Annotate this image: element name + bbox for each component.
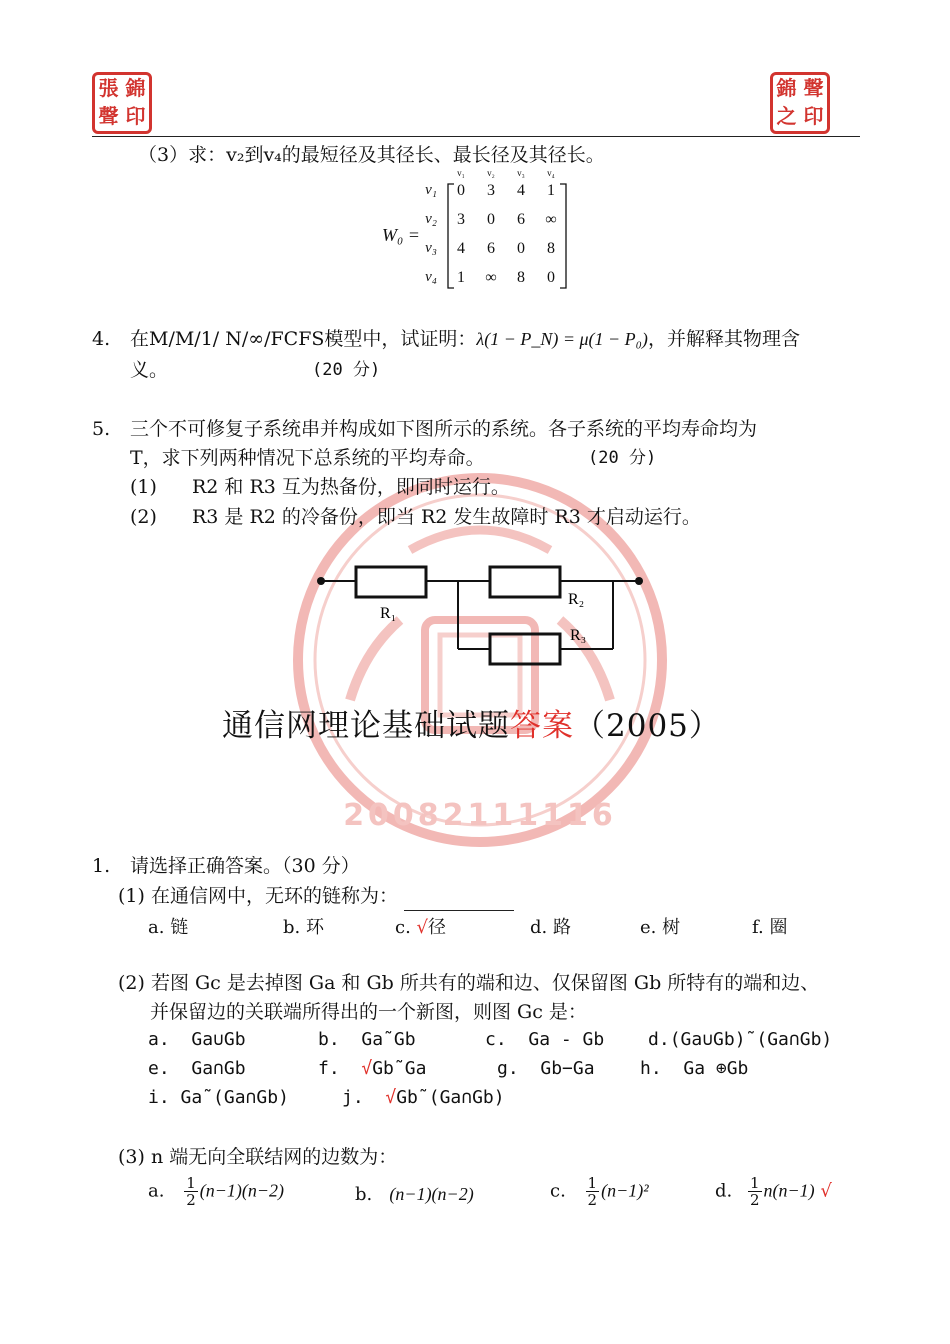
matrix-cell: 1 (457, 269, 465, 286)
matrix-row-label: v₁ (425, 182, 437, 198)
q4-line1 (130, 324, 800, 354)
check-icon: √ (820, 1180, 832, 1202)
circuit-diagram (310, 560, 650, 680)
option-text: 环 (305, 917, 324, 938)
header-rule (92, 136, 860, 137)
q5-line1: 三个不可修复子系统串并构成如下图所示的系统。各子系统的平均寿命均为 (130, 418, 758, 440)
option-label: c. (395, 917, 411, 938)
matrix-cell: 3 (487, 182, 495, 199)
option-label: d. (648, 1029, 670, 1050)
label-r2: R₂ (568, 591, 585, 608)
option-label: j. (342, 1087, 364, 1108)
answer-title (222, 700, 721, 745)
option-expr: (n−1)(n−2) (199, 1180, 285, 1201)
matrix-cell: 4 (517, 182, 525, 199)
a1-sub2-line2: 并保留边的关联端所得出的一个新图，则图 Gc 是： (150, 1001, 587, 1023)
seal-char: 張 (98, 76, 119, 100)
q5-case-text: R2 和 R3 互为热备份，即同时运行。 (192, 476, 510, 498)
matrix-col-label: v₁ (457, 168, 465, 178)
option-i (148, 1087, 289, 1108)
option-label: a. (148, 917, 165, 938)
option-a (148, 913, 188, 939)
matrix-cell: ∞ (545, 211, 557, 228)
a1-sub1-question (118, 881, 514, 911)
matrix-name: W₀ = (382, 225, 420, 245)
option-text: Gb−Ga (540, 1058, 595, 1079)
option-text: Ga ⊕Gb (683, 1058, 749, 1079)
matrix-cell: 6 (517, 211, 525, 228)
option-e (148, 1058, 246, 1079)
q5-case-text: R3 是 R2 的冷备份，即当 R2 发生故障时 R3 才启动运行。 (192, 506, 701, 528)
option-expr: (n−1)(n−2) (389, 1184, 474, 1204)
option-f (752, 913, 787, 939)
option-b (283, 913, 324, 939)
option-label: a. (148, 1029, 170, 1050)
matrix-cell: 8 (517, 269, 525, 286)
fraction-den: 2 (186, 1191, 196, 1209)
option-expr: (n−1)² (601, 1180, 649, 1201)
watermark-numbers: 20082111116 (343, 798, 617, 833)
option-label: d. (530, 917, 548, 938)
option-text: Gb˜Ga (372, 1058, 427, 1079)
a1-sub3-question: (3) n 端无向全联结网的边数为： (118, 1146, 398, 1168)
matrix-cell: 0 (457, 182, 465, 199)
option-label: c. (485, 1029, 507, 1050)
seal-char: 印 (803, 104, 824, 128)
fraction-den: 2 (749, 1191, 760, 1209)
matrix-cell: 0 (517, 240, 525, 257)
matrix-cell: 0 (547, 269, 555, 286)
option-c (395, 913, 446, 939)
a1-sub2-line1: (2) 若图 Gc 是去掉图 Ga 和 Gb 所共有的端和边、仅保留图 Gb 所特有的端和边、 (118, 972, 820, 994)
option-d (530, 913, 571, 939)
option-label: b. (355, 1184, 373, 1205)
answer-title-main: 通信网理论基础试题 (222, 708, 510, 744)
option-label: e. (640, 917, 657, 938)
q4-points: (20 分) (312, 360, 381, 380)
matrix-cell: 8 (547, 240, 555, 257)
seal-char: 聲 (803, 76, 824, 100)
matrix-cell: 4 (457, 240, 465, 257)
fraction (748, 1175, 762, 1208)
fraction-num: 1 (749, 1174, 760, 1192)
label-r1: R₁ (380, 605, 397, 622)
option-b (355, 1184, 474, 1205)
option-a (148, 1029, 246, 1050)
a1-number: 1. (92, 855, 111, 877)
option-label: h. (640, 1058, 662, 1079)
seal-char: 錦 (776, 76, 797, 100)
option-text: (Ga∪Gb)˜(Ga∩Gb) (669, 1029, 833, 1050)
matrix-col-label: v₃ (517, 168, 525, 178)
matrix-cell: ∞ (485, 269, 497, 286)
option-label: b. (318, 1029, 340, 1050)
check-icon: √ (385, 1087, 397, 1108)
q5-case-label: (1) (130, 476, 157, 498)
answer-title-year: （2005） (574, 708, 721, 744)
answer-blank (404, 888, 514, 911)
option-text: 树 (662, 917, 681, 938)
fraction-den: 2 (587, 1191, 598, 1209)
option-g (497, 1058, 595, 1079)
option-label: a. (148, 1180, 165, 1202)
matrix-col-label: v₂ (487, 168, 495, 178)
option-text: Ga∪Gb (191, 1029, 246, 1050)
fraction-num: 1 (186, 1174, 196, 1192)
seal-char: 之 (776, 104, 797, 128)
matrix-cell: 0 (487, 211, 495, 228)
option-text: 径 (428, 917, 447, 938)
option-d (715, 1175, 832, 1208)
option-label: g. (497, 1058, 519, 1079)
q3-text: （3）求：v₂到v₄的最短径及其径长、最长径及其径长。 (138, 144, 605, 166)
option-c (485, 1029, 604, 1050)
label-r3: R₃ (570, 627, 587, 644)
matrix-cell: 1 (547, 182, 555, 199)
option-f (318, 1058, 426, 1079)
option-label: b. (283, 917, 301, 938)
matrix-col-label: v₄ (547, 168, 555, 178)
fraction (586, 1175, 600, 1208)
q4-formula: λ(1 − P_N) = μ(1 − P₀) (476, 329, 648, 349)
seal-left (92, 72, 152, 134)
q5-points: (20 分) (588, 448, 657, 468)
option-text: 圈 (769, 917, 788, 938)
option-j (342, 1087, 505, 1108)
option-text: Ga˜(Ga∩Gb) (180, 1087, 289, 1108)
q4-line1-pre: 在M/M/1/ N/∞/FCFS模型中，试证明： (130, 328, 477, 350)
matrix-w0 (380, 170, 580, 295)
matrix-row-label: v₂ (425, 211, 437, 227)
option-label: d. (715, 1180, 733, 1202)
option-b (318, 1029, 416, 1050)
option-text: Gb˜(Ga∩Gb) (396, 1087, 505, 1108)
option-d (648, 1029, 832, 1050)
fraction (184, 1175, 198, 1208)
q4-line2: 义。 (130, 359, 169, 381)
option-h (640, 1058, 748, 1079)
matrix-row-label: v₄ (425, 269, 437, 285)
option-text: Ga - Gb (528, 1029, 605, 1050)
terminal-left (317, 577, 325, 585)
option-label: f. (752, 917, 764, 938)
option-text: Ga˜Gb (361, 1029, 416, 1050)
q4-line1-post: ，并解释其物理含 (647, 328, 800, 350)
seal-right (770, 72, 830, 134)
matrix-cell: 6 (487, 240, 495, 257)
check-icon: √ (361, 1058, 373, 1079)
terminal-right (635, 577, 643, 585)
seal-char: 聲 (98, 104, 119, 128)
option-e (640, 913, 680, 939)
option-a (148, 1175, 284, 1208)
option-label: c. (550, 1180, 566, 1202)
option-c (550, 1175, 649, 1208)
q5-number: 5. (92, 418, 111, 440)
seal-char: 印 (125, 104, 146, 128)
option-expr: n(n−1) (763, 1180, 815, 1201)
q5-case-label: (2) (130, 506, 157, 528)
answer-title-highlight: 答案 (510, 708, 574, 744)
option-text: 链 (170, 917, 189, 938)
matrix-cell: 3 (457, 211, 465, 228)
check-icon: √ (416, 917, 429, 938)
q4-number: 4. (92, 328, 111, 350)
a1-title: 请选择正确答案。（30 分） (130, 855, 360, 877)
option-text: 路 (552, 917, 571, 938)
matrix-row-label: v₃ (425, 240, 437, 256)
option-label: e. (148, 1058, 170, 1079)
q5-line2: T，求下列两种情况下总系统的平均寿命。 (130, 447, 485, 469)
question-text: (1) 在通信网中，无环的链称为： (118, 885, 398, 907)
option-text: Ga∩Gb (191, 1058, 246, 1079)
option-label: i. (148, 1087, 170, 1108)
fraction-num: 1 (587, 1174, 598, 1192)
option-label: f. (318, 1058, 340, 1079)
seal-char: 錦 (125, 76, 146, 100)
